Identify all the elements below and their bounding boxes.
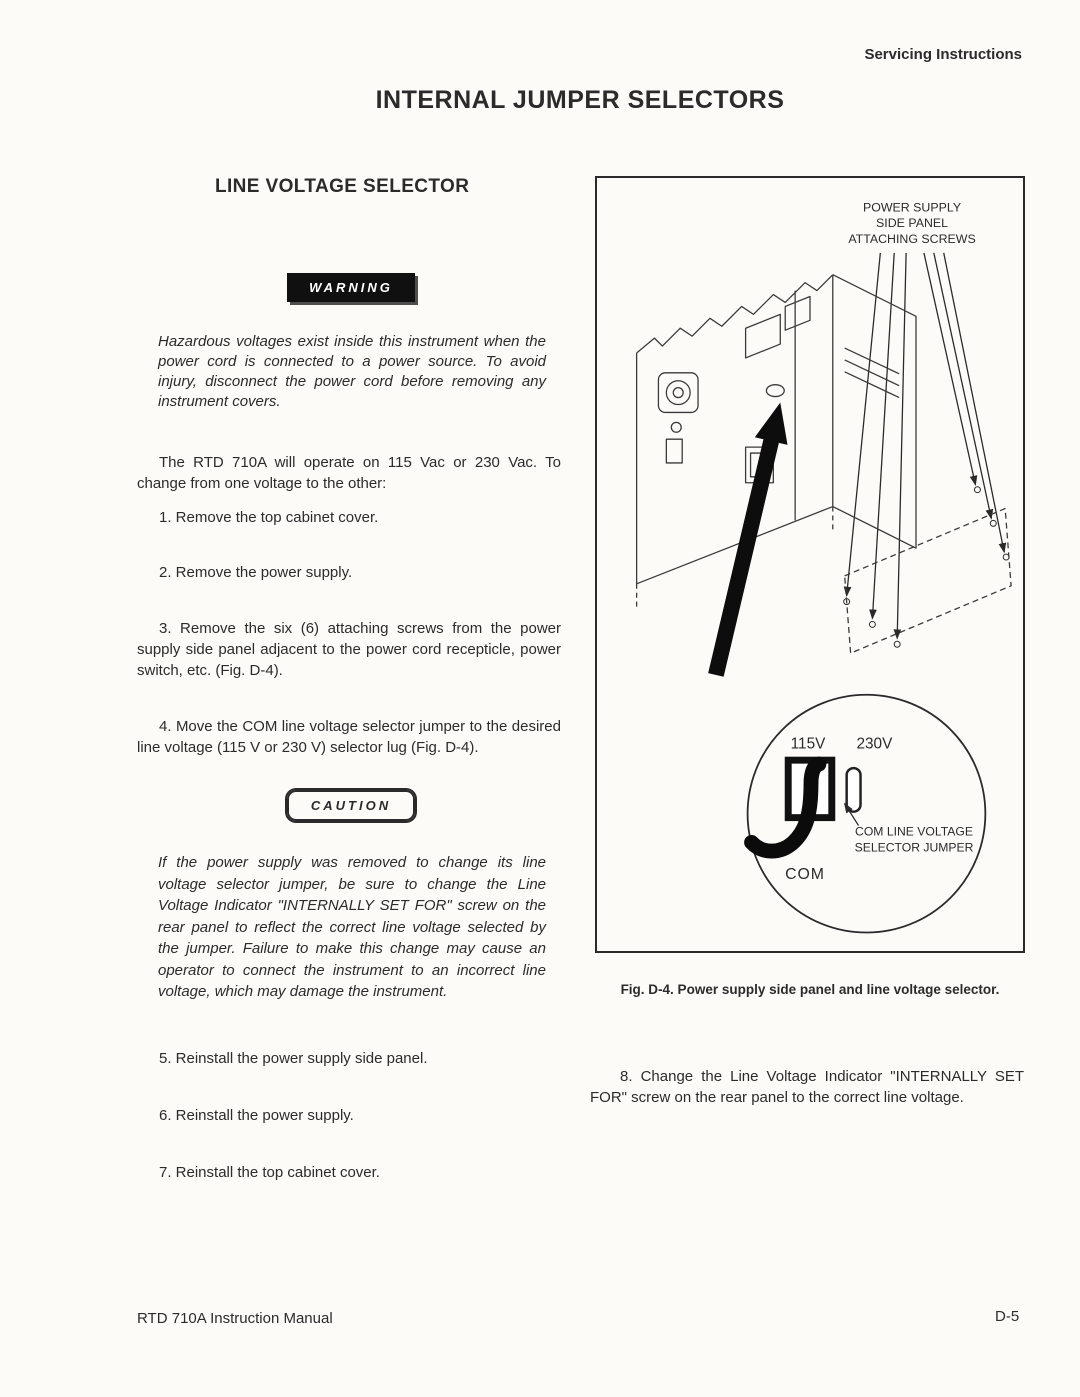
lug-230v bbox=[847, 768, 861, 812]
figure-caption: Fig. D-4. Power supply side panel and line voltage selector. bbox=[620, 982, 1000, 997]
screw-heads bbox=[844, 487, 1009, 647]
warning-banner bbox=[287, 273, 415, 302]
jumper-detail-circle bbox=[748, 695, 986, 933]
attaching-screws-label bbox=[848, 200, 975, 246]
figure-d4 bbox=[595, 176, 1025, 953]
label-230v: 230V bbox=[856, 735, 893, 753]
step-2: 2. Remove the power supply. bbox=[159, 564, 353, 581]
section-title: LINE VOLTAGE SELECTOR bbox=[215, 176, 470, 197]
step-1: 1. Remove the top cabinet cover. bbox=[159, 509, 379, 526]
intro-paragraph: The RTD 710A will operate on 115 Vac or 230 Vac. To change from one voltage to the other: bbox=[137, 454, 561, 492]
figure-d4-drawing bbox=[597, 178, 1023, 951]
header-section-label: Servicing Instructions bbox=[864, 46, 1022, 63]
chassis-drawing bbox=[637, 275, 1011, 653]
footer-manual-title: RTD 710A Instruction Manual bbox=[137, 1310, 333, 1327]
step-6: 6. Reinstall the power supply. bbox=[159, 1107, 354, 1124]
step-7: 7. Reinstall the top cabinet cover. bbox=[159, 1164, 380, 1181]
svg-text:POWER SUPPLY: POWER SUPPLY bbox=[862, 200, 962, 215]
svg-text:SIDE PANEL: SIDE PANEL bbox=[876, 216, 949, 231]
warning-label: WARNING bbox=[309, 280, 393, 295]
label-115v: 115V bbox=[790, 735, 826, 753]
caution-banner bbox=[287, 790, 415, 821]
page-title: INTERNAL JUMPER SELECTORS bbox=[375, 86, 785, 114]
step-3: 3. Remove the six (6) attaching screws from the power supply side panel adjacent to the power cord recepticle, power switch, etc. (Fig. D-4). bbox=[137, 620, 561, 679]
step-8: 8. Change the Line Voltage Indicator "INTERNALLY SET FOR" screw on the rear panel to the correct line voltage. bbox=[590, 1068, 1024, 1106]
jumper-label-line1: COM LINE VOLTAGE bbox=[855, 824, 973, 839]
jumper-label-line2: SELECTOR JUMPER bbox=[854, 840, 974, 855]
step-4: 4. Move the COM line voltage selector jumper to the desired line voltage (115 V or 230 V) selector lug (Fig. D-4). bbox=[137, 718, 561, 756]
step-5: 5. Reinstall the power supply side panel. bbox=[159, 1050, 428, 1067]
footer-page-number: D-5 bbox=[995, 1308, 1020, 1325]
caution-text: If the power supply was removed to change its line voltage selector jumper, be sure to change the Line Voltage Indicator "INTERNALLY SET FOR" screw on the rear panel to reflect the correct line voltage selected by the jumper. Failure to make this change may cause an operator to connect the instrument to an incorrect line voltage, which may damage the instrument. bbox=[158, 854, 546, 1000]
label-com: COM bbox=[785, 866, 826, 884]
screw-pointer-arrows bbox=[847, 253, 1005, 638]
svg-text:ATTACHING SCREWS: ATTACHING SCREWS bbox=[848, 232, 976, 247]
jumper-pointer-arrow bbox=[708, 403, 787, 677]
warning-text: Hazardous voltages exist inside this instrument when the power cord is connected to a power source. To avoid injury, disconnect the power cord before removing any instrument covers. bbox=[158, 333, 546, 410]
caution-label: CAUTION bbox=[310, 798, 392, 813]
